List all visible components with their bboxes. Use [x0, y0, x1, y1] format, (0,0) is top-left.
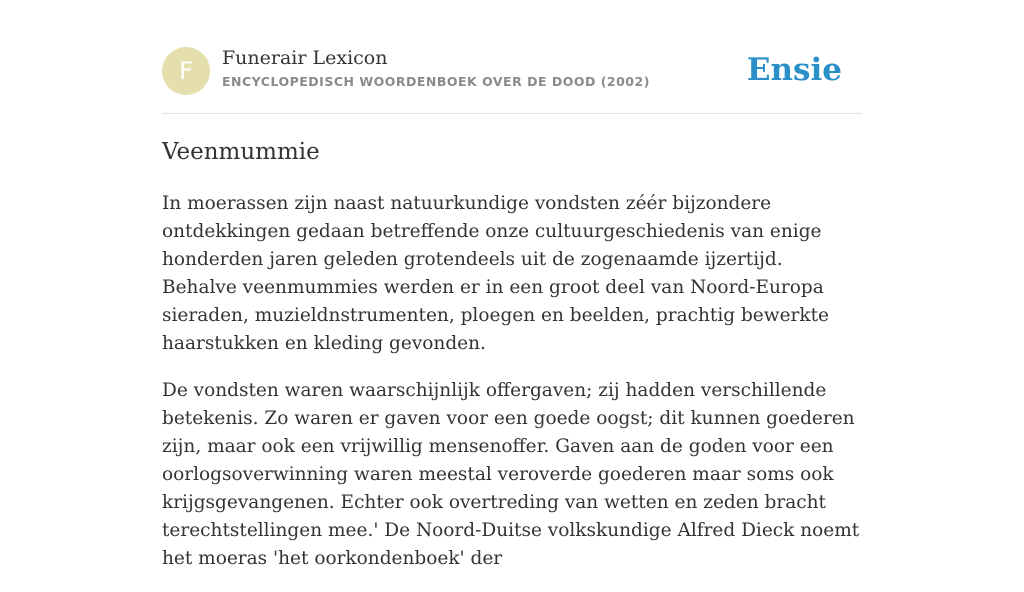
- entry-paragraph: In moerassen zijn naast natuurkundige vondsten zéér bijzondere ontdekkingen gedaan betreffende onze cultuurgeschiedenis van enige honderden jaren geleden grotendeels uit de zogenaamde ijzertijd. Behalve veenmummies werden er in een groot deel van Noord-Europa sieraden, muzieldnstrumenten, ploegen en beelden, prachtig bewerkte haarstukken en kleding gevonden.: [162, 193, 829, 354]
- header-divider: [162, 113, 862, 114]
- ensie-logo-link[interactable]: Ensie: [746, 52, 842, 88]
- book-subtitle: ENCYCLOPEDISCH WOORDENBOEK OVER DE DOOD (2002): [222, 74, 650, 89]
- entry-content: [162, 190, 862, 592]
- book-title[interactable]: Funerair Lexicon: [222, 47, 388, 69]
- entry-paragraph: De vondsten waren waarschijnlijk offergaven; zij hadden verschillende betekenis. Zo waren er gaven voor een goede oogst; dit kunnen goederen zijn, maar ook een vrijwillig mensenoffer. Gaven aan de goden voor een oorlogsoverwinning waren meestal veroverde goederen maar soms ook krijgsgevangenen. Echter ook overtreding van wetten en zeden bracht terechtstellingen mee.' De Noord-Duitse volkskundige Alfred Dieck noemt het moeras 'het oorkondenboek' der: [162, 380, 860, 569]
- header: [162, 46, 862, 96]
- book-avatar[interactable]: F: [162, 47, 210, 95]
- entry-title: Veenmummie: [162, 139, 320, 165]
